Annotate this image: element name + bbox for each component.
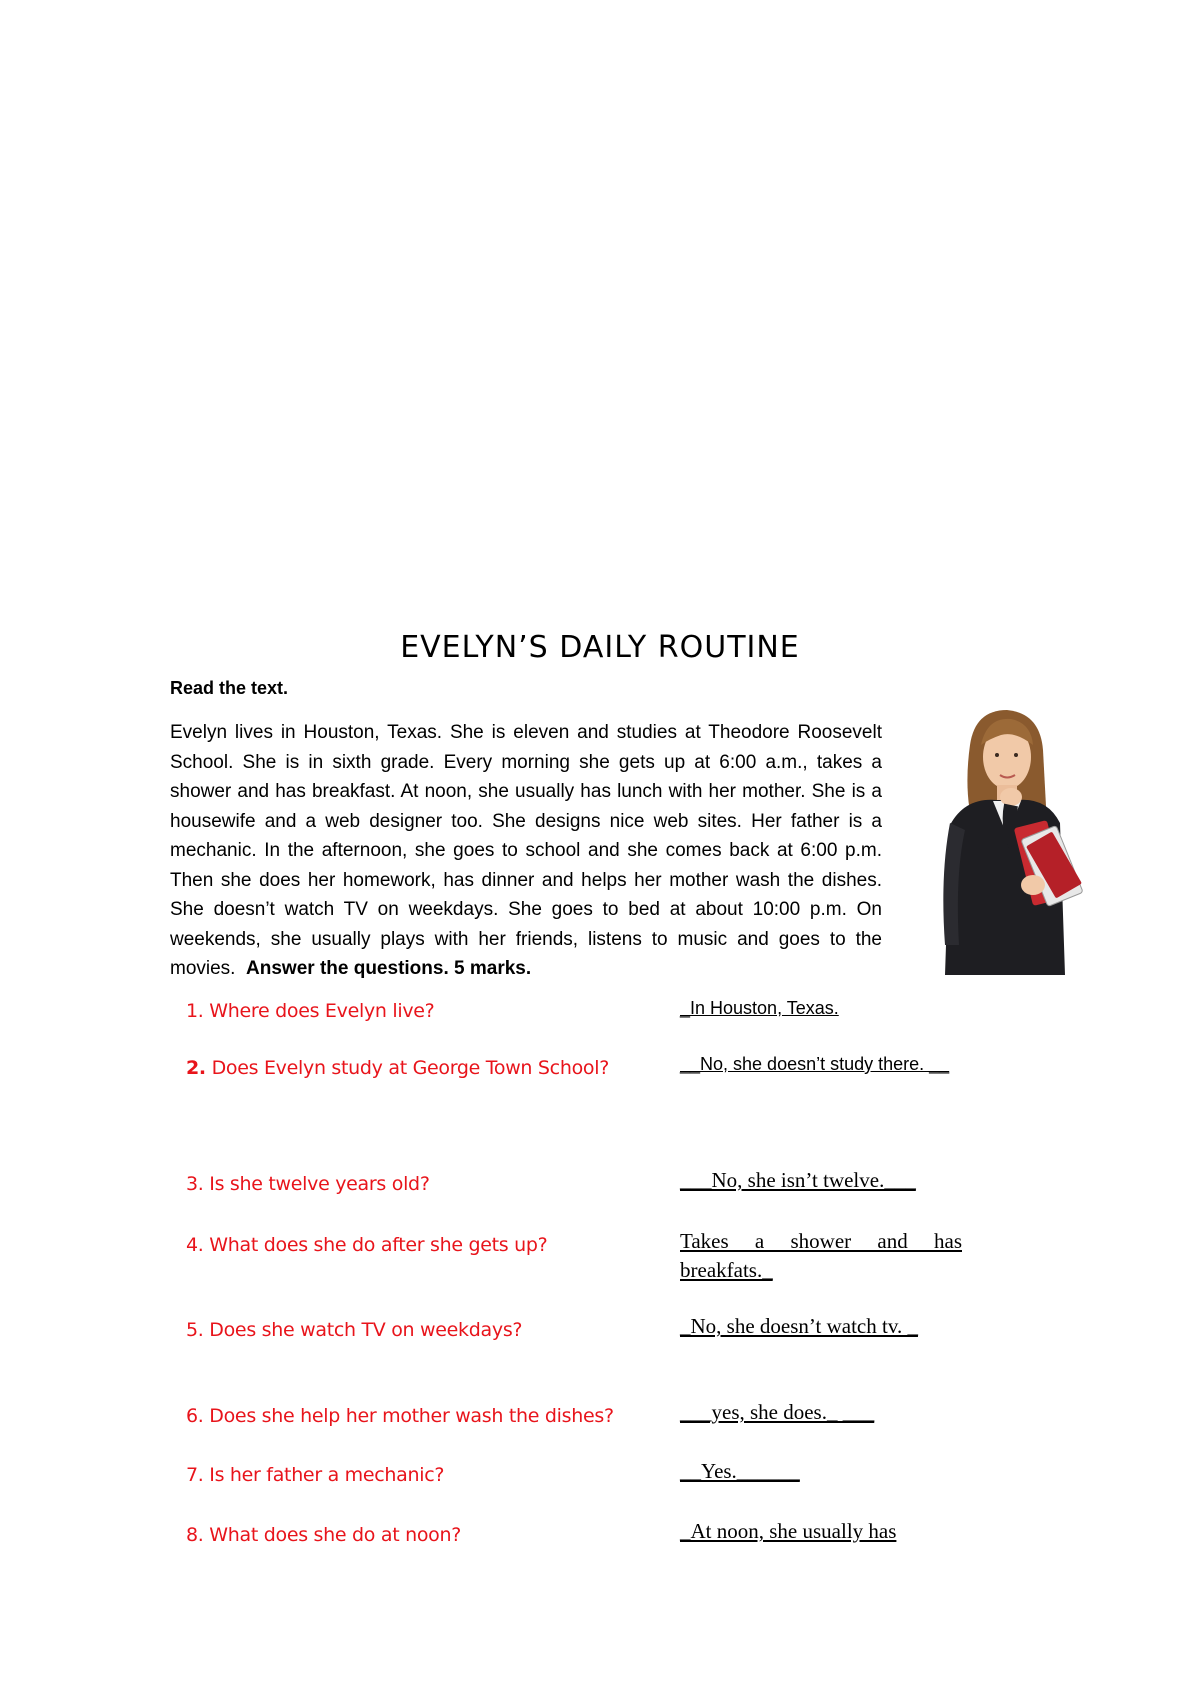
question-number: 3. <box>186 1173 204 1195</box>
question-text: Where does Evelyn live? <box>209 1000 435 1022</box>
question-8 <box>186 1524 461 1546</box>
question-number: 5. <box>186 1319 204 1341</box>
question-text: Does she help her mother wash the dishes? <box>209 1405 614 1427</box>
question-2 <box>186 1057 609 1079</box>
passage-body: Evelyn lives in Houston, Texas. She is eleven and studies at Theodore Roosevelt School. She is in sixth grade. Every morning she gets up at 6:00 a.m., takes a shower and has breakfast. At noon, she usually has lunch with her mother. She is a housewife and a web designer too. She designs nice web sites. Her father is a mechanic. In the afternoon, she goes to school and she comes back at 6:00 p.m. Then she does her homework, has dinner and helps her mother wash the dishes. She doesn’t watch TV on weekdays. She goes to bed at about 10:00 p.m. On weekends, she usually plays with her friends, listens to music and goes to the movies. <box>170 722 882 979</box>
question-text: What does she do at noon? <box>209 1524 461 1546</box>
question-7 <box>186 1464 444 1486</box>
answer-2: __No, she doesn’t study there. __ <box>680 1054 950 1074</box>
question-text: Does Evelyn study at George Town School? <box>211 1057 609 1079</box>
answer-3: ___No, she isn’t twelve.___ <box>680 1168 916 1192</box>
question-6 <box>186 1405 614 1427</box>
question-text: What does she do after she gets up? <box>209 1234 548 1256</box>
question-3 <box>186 1173 430 1195</box>
answer-8: _At noon, she usually has <box>680 1519 897 1543</box>
answer-6: ___yes, she does._ ___ <box>680 1400 875 1424</box>
reading-passage <box>170 718 882 984</box>
question-text: Is she twelve years old? <box>209 1173 430 1195</box>
question-number: 8. <box>186 1524 204 1546</box>
question-text: Is her father a mechanic? <box>209 1464 445 1486</box>
question-number: 2. <box>186 1057 206 1079</box>
question-5 <box>186 1319 522 1341</box>
instruction-text: Read the text. <box>170 678 289 698</box>
student-photo <box>915 705 1095 975</box>
passage-task: Answer the questions. 5 marks. <box>246 958 532 979</box>
question-text: Does she watch TV on weekdays? <box>209 1319 523 1341</box>
answer-1: _In Houston, Texas. <box>680 998 839 1018</box>
answer-4: Takes a shower and has breakfats._ <box>680 1229 962 1282</box>
page-title: EVELYN’S DAILY ROUTINE <box>400 630 800 665</box>
question-number: 6. <box>186 1405 204 1427</box>
question-number: 4. <box>186 1234 204 1256</box>
question-4 <box>186 1234 547 1256</box>
answer-7: __Yes.______ <box>680 1459 800 1483</box>
question-number: 1. <box>186 1000 204 1022</box>
question-1 <box>186 1000 434 1022</box>
question-number: 7. <box>186 1464 204 1486</box>
answer-5: _No, she doesn’t watch tv. _ <box>680 1314 918 1338</box>
